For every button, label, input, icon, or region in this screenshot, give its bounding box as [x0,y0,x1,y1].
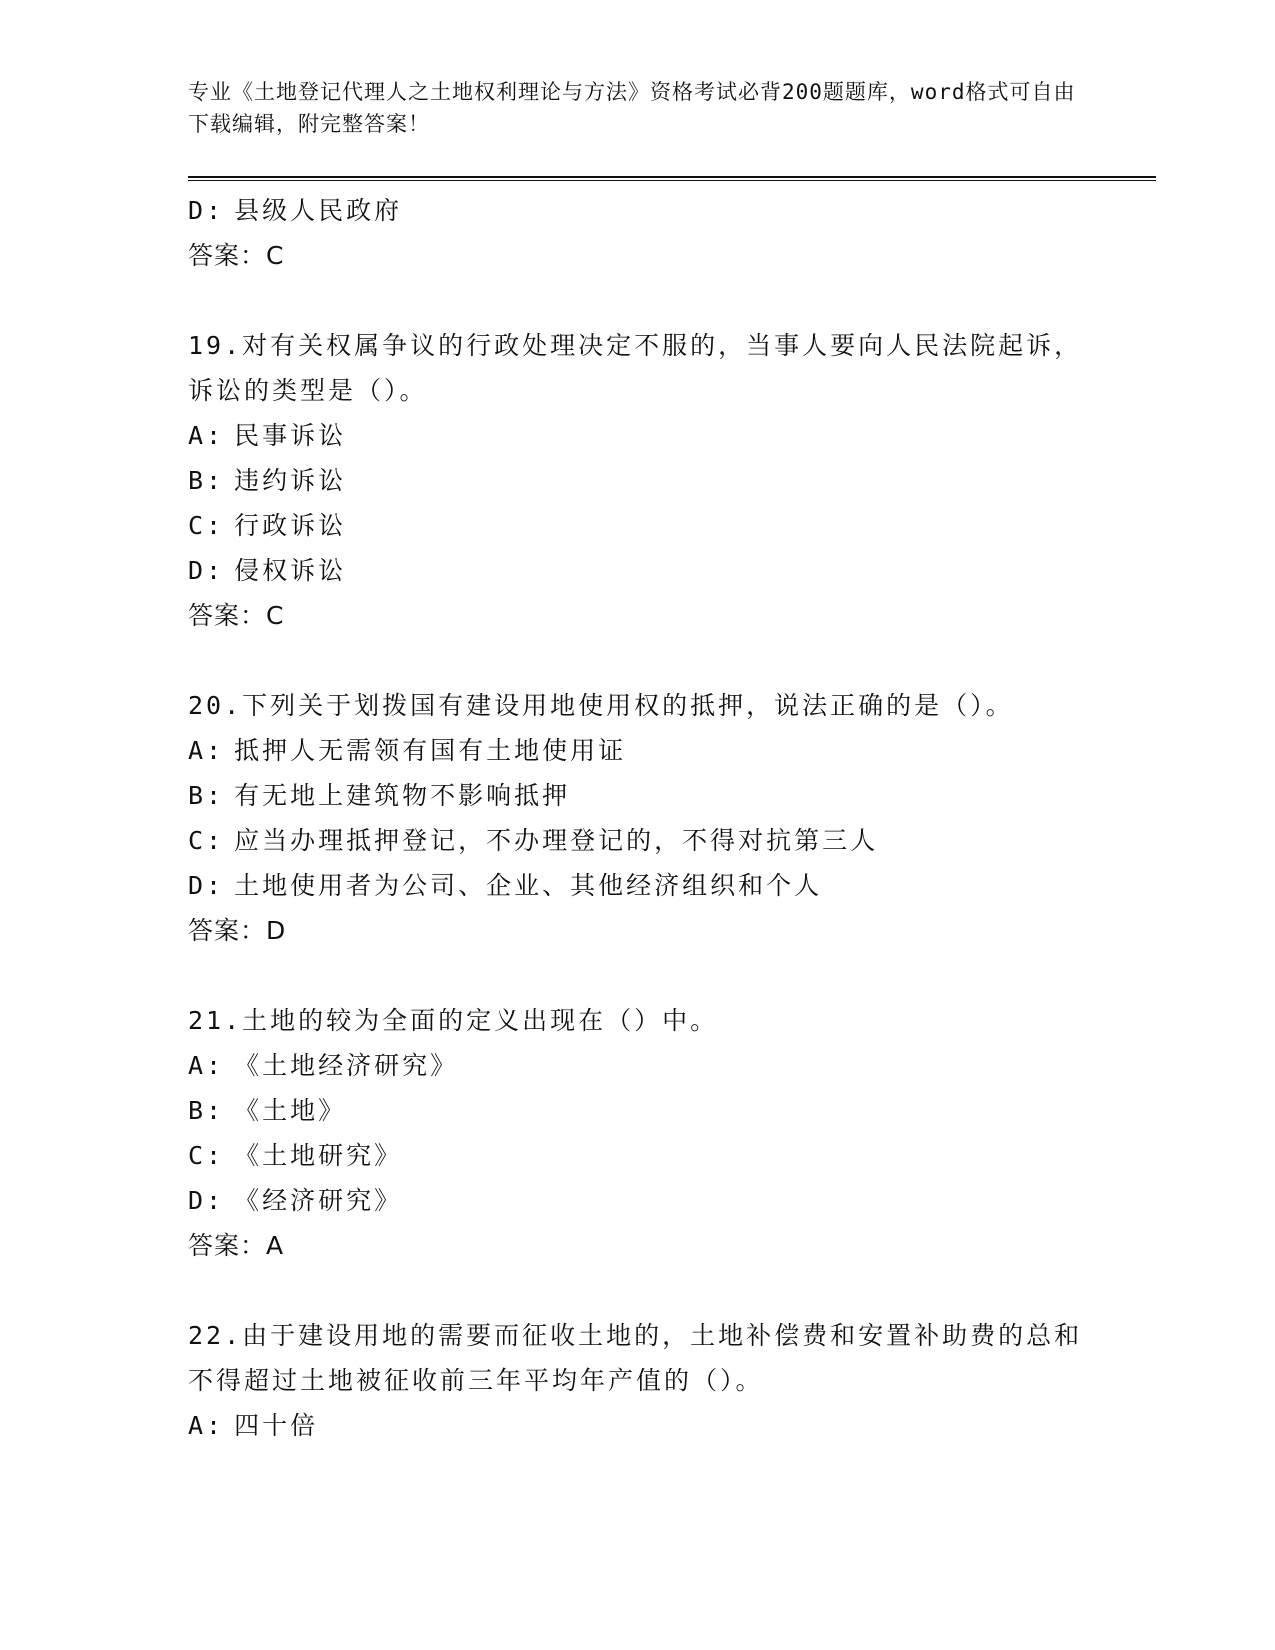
option-letter: D: [188,556,225,585]
document-body [188,188,1088,1448]
header-divider [188,176,1156,181]
option-text: 有无地上建筑物不影响抵押 [234,781,571,810]
option-letter: D: [188,196,225,225]
option-c [188,1133,1088,1178]
option-text: 土地使用者为公司、企业、其他经济组织和个人 [234,871,823,900]
question-stem: 22.由于建设用地的需要而征收土地的，土地补偿费和安置补助费的总和不得超过土地被征收前三年平均年产值的（）。 [188,1321,1083,1395]
answer: 答案：C [188,241,285,270]
option-c [188,503,1088,548]
option-b [188,458,1088,503]
question-21 [188,998,1088,1268]
option-a [188,728,1088,773]
answer: 答案：C [188,601,285,630]
option-d [188,863,1088,908]
option-letter: B: [188,1096,225,1125]
option-letter: D: [188,1186,225,1215]
page-header: 专业《土地登记代理人之土地权利理论与方法》资格考试必背200题题库，word格式可自由下载编辑，附完整答案！ [188,80,1076,136]
answer: 答案：A [188,1231,285,1260]
option-a [188,1043,1088,1088]
option-text: 《土地经济研究》 [234,1051,459,1080]
option-letter: B: [188,781,225,810]
option-text: 《经济研究》 [234,1186,403,1215]
option-letter: C: [188,826,225,855]
option-text: 民事诉讼 [234,421,347,450]
option-letter: D: [188,871,225,900]
option-text: 《土地》 [234,1096,347,1125]
option-b [188,1088,1088,1133]
option-b [188,773,1088,818]
answer: 答案：D [188,916,287,945]
option-text: 行政诉讼 [234,511,347,540]
question-stem: 20.下列关于划拨国有建设用地使用权的抵押，说法正确的是（）。 [188,691,1014,720]
option-text: 四十倍 [234,1411,319,1440]
option-c [188,818,1088,863]
option-d [188,1178,1088,1223]
question-stem: 21.土地的较为全面的定义出现在（）中。 [188,1006,719,1035]
question-22 [188,1313,1088,1448]
option-letter: B: [188,466,225,495]
option-letter: A: [188,421,225,450]
option-letter: A: [188,1051,225,1080]
option-a [188,1403,1088,1448]
option-text: 侵权诉讼 [234,556,347,585]
option-text: 《土地研究》 [234,1141,403,1170]
option-letter: A: [188,1411,225,1440]
option-text: 应当办理抵押登记，不办理登记的，不得对抗第三人 [234,826,879,855]
option-a [188,413,1088,458]
option-letter: C: [188,511,225,540]
option-text: 县级人民政府 [234,196,403,225]
question-stem: 19.对有关权属争议的行政处理决定不服的，当事人要向人民法院起诉，诉讼的类型是（）。 [188,331,1083,405]
option-letter: C: [188,1141,225,1170]
question-20 [188,683,1088,953]
option-text: 抵押人无需领有国有土地使用证 [234,736,627,765]
option-d [188,188,1088,233]
option-d [188,548,1088,593]
question-19 [188,323,1088,638]
option-text: 违约诉讼 [234,466,347,495]
previous-question-tail [188,188,1088,278]
option-letter: A: [188,736,225,765]
